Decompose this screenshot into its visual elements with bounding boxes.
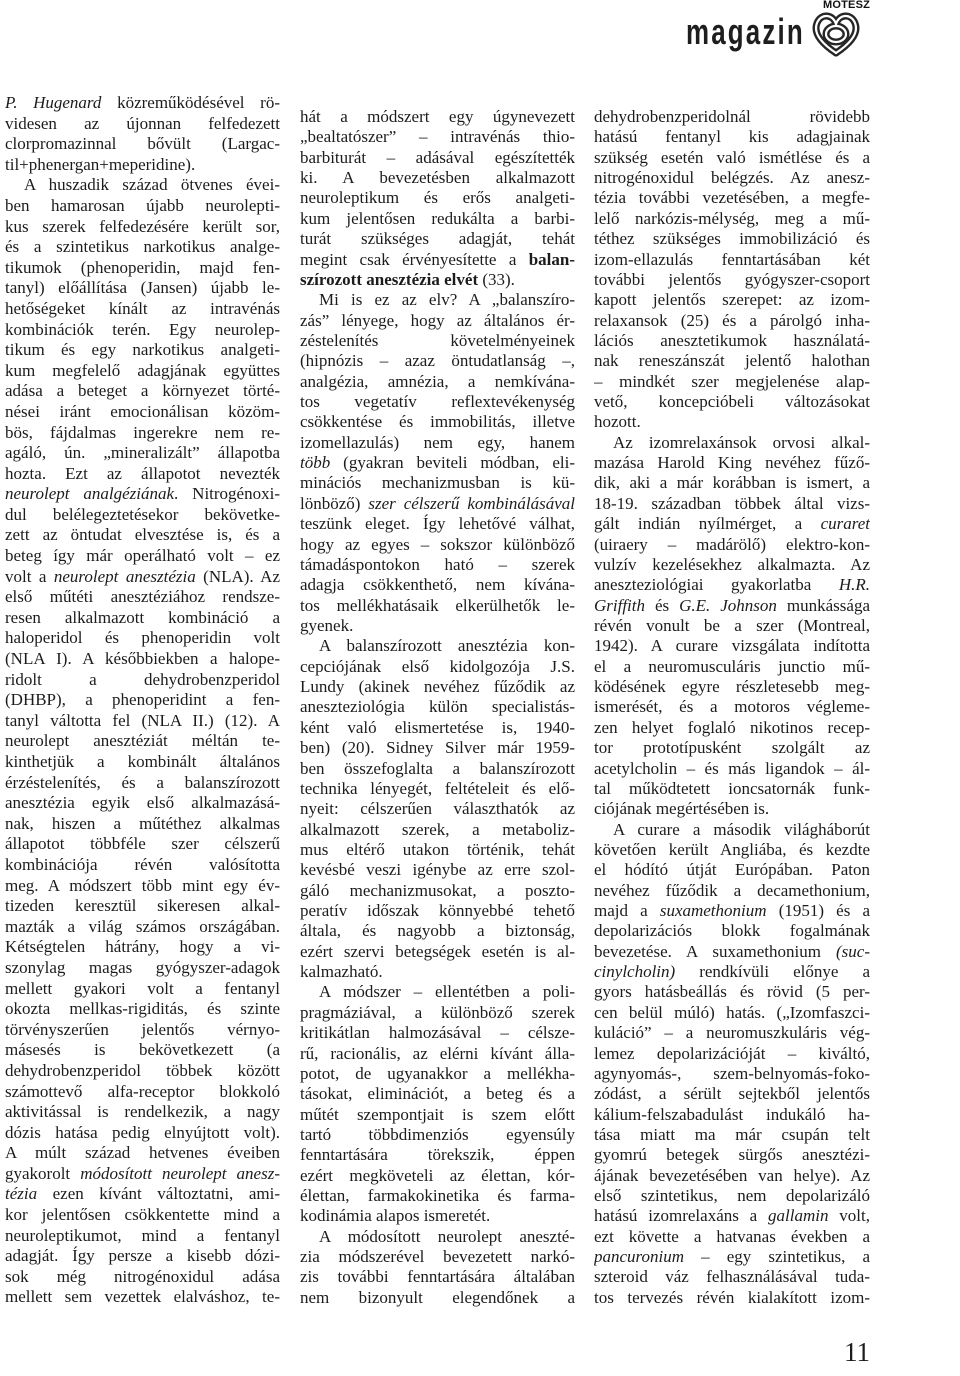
text-line	[300, 250, 575, 270]
text-line: ben összefoglalta a balanszírozott	[300, 758, 575, 778]
text-run: gyakorolt	[5, 1163, 81, 1183]
text-line: lemez depolarizációját – kiváltó,	[594, 1043, 870, 1063]
italic-text-run: szer célszerű kombinálásával	[368, 493, 575, 513]
text-run: bevezetése. A suxamethonium	[594, 941, 837, 961]
text-run: ezen kívánt változtatni, ami-	[37, 1184, 280, 1204]
text-line: adagja csökkenthető, nem kívána-	[300, 575, 575, 595]
text-line: első szintetikus, nem depolarizáló	[594, 1186, 870, 1206]
text-run: és	[645, 595, 680, 615]
italic-text-run: neurolept analgéziának	[5, 484, 175, 504]
knot-inner-strokes	[816, 16, 856, 53]
text-line: bös, fájdalmas ingerekre nem re-	[5, 422, 280, 442]
text-line: vulzív kezelésekhez alkalmazta. Az	[594, 554, 870, 574]
text-line: mellett sem vezettek elalváshoz, te-	[5, 1287, 280, 1307]
text-run: – egy szintetikus, a	[684, 1247, 870, 1267]
text-line: kalmazható.	[300, 962, 383, 982]
text-line: tor prototípusként szolgált az	[594, 738, 870, 758]
text-line: hetőségeket kínált az intravénás	[5, 298, 280, 318]
text-line: tanyl) előállítása (Jansen) újabb le-	[5, 278, 280, 298]
text-run: majd a	[594, 901, 660, 921]
text-line: hatású fentanyl kis adagjainak	[594, 127, 870, 147]
text-line: általa, és nagyobb a biztonság,	[300, 921, 575, 941]
paragraph	[300, 982, 575, 1226]
text-line	[594, 596, 870, 616]
magazine-title: magazin	[686, 11, 805, 52]
text-line: törvényszerűen jelentős vérnyo-	[5, 1019, 280, 1039]
text-line: A curare a második világháborút	[613, 819, 870, 839]
text-line: okozta mellkas-rigiditás, és szinte	[5, 999, 280, 1019]
text-line: ki. A bevezetésben alkalmazott	[300, 168, 575, 188]
text-line: hogy az egyes – sokszor különböző	[300, 534, 575, 554]
text-line: sok még nitrogénoxidul adása	[5, 1266, 280, 1286]
text-line: téthez szükséges immobilizáció és	[594, 229, 870, 249]
text-line: mazták a világ számos országában.	[5, 916, 280, 936]
text-line: gyors hatásbeállás és rövid (5 per-	[594, 982, 870, 1002]
text-line	[5, 1184, 280, 1205]
bold-text-run: szírozott anesztézia elvét	[300, 269, 479, 289]
text-line: zéstelenítés követelményeinek	[300, 330, 575, 350]
paragraph	[594, 107, 870, 433]
text-line: adagját. Így persze a kisebb dózi-	[5, 1246, 280, 1266]
text-line: el hódító útját Európában. Paton	[594, 860, 870, 880]
text-line: kinthetjük a kombinált általános	[5, 752, 280, 771]
text-line: nak reneszánszát jelentő halothan	[594, 351, 870, 371]
italic-text-run: neurolept anesztézia	[53, 566, 196, 586]
text-run: (NLA). Az	[195, 566, 280, 586]
text-line: aneszteziológia külön specialistás-	[300, 697, 575, 717]
bold-text-run: balan-	[528, 249, 575, 269]
text-line: gyenek.	[300, 615, 354, 635]
text-line	[300, 270, 575, 290]
text-line: teszünk eleget. Így lehetővé válhat,	[300, 514, 575, 534]
text-line: támadáspontokon ható – szerek	[300, 554, 575, 574]
text-line	[594, 514, 870, 534]
text-line: tikum és egy narkotikus analgeti-	[5, 340, 280, 360]
text-line: zás” lényege, hogy az általános ér-	[300, 310, 575, 330]
text-line: kuláció” – a neuromuszkuláris vég-	[594, 1023, 870, 1043]
text-line: fenntartására törekszik, éppen	[300, 1145, 575, 1165]
text-line: dehydrobenzperidolnál rövidebb	[594, 107, 870, 126]
text-line: neurolept anesztéziát méltán te-	[5, 731, 280, 751]
text-line: tos mellékhatásaik elkerülhetők le-	[300, 595, 575, 615]
text-line: videsen az újonnan felfedezett	[5, 113, 280, 133]
text-line: peratív időszak könnyebbé tehető	[300, 901, 575, 921]
text-line: további jelentős gyógyszer-csoport	[594, 269, 870, 289]
text-line: nevéhez fűződik a decamethonium,	[594, 880, 870, 900]
text-line: kum jelentősen redukálta a barbi-	[300, 208, 575, 228]
text-line: szteroid váz felhasználásával tuda-	[594, 1267, 870, 1287]
org-label: MOTESZ	[823, 0, 871, 11]
italic-text-run: suxamethonium	[659, 901, 767, 921]
text-line: tos tervezés révén kialakított izom-	[594, 1287, 870, 1307]
text-line: haloperidol és phenoperidin volt	[5, 628, 280, 648]
text-line: ként való elismertetése is, 1940-	[300, 717, 575, 737]
italic-text-run: G.E. Johnson	[679, 595, 777, 615]
text-line: A huszadik század ötvenes évei-	[24, 175, 280, 195]
text-line: A módszer – ellentétben a poli-	[319, 982, 575, 1002]
text-line: dul belélegeztetésekor bekövetke-	[5, 504, 280, 524]
text-line: műtét szempontjait is szem előtt	[300, 1104, 575, 1124]
text-column-right	[594, 107, 870, 1308]
text-line: cepciójának első kidolgozója J.S.	[300, 656, 575, 676]
text-line: zett az öntudat elvesztése is, és a	[5, 525, 280, 545]
italic-text-run: pancuronium	[594, 1247, 685, 1267]
text-line	[5, 567, 280, 588]
text-run: lönböző)	[300, 493, 369, 513]
text-line: neuroleptikum és erős analgeti-	[300, 188, 575, 208]
knot-logo-icon	[811, 11, 861, 57]
text-line: 1942). A curare vizsgálata indította	[594, 636, 870, 656]
text-line: vető, koncepcióbeli változásokat	[594, 392, 870, 412]
italic-text-run: több	[300, 453, 331, 473]
text-line: beteg így már operálható volt – ez	[5, 546, 280, 566]
text-line: neuroleptikumot, mind a fentanyl	[5, 1225, 280, 1245]
text-line: rű, racionális, az elérni kívánt álla-	[300, 1043, 575, 1063]
text-line: szonylag magas gyógyszer-adagok	[5, 957, 280, 977]
text-line	[594, 1206, 870, 1226]
text-line: meg. A módszert több mint egy év-	[5, 875, 280, 895]
text-line: agynyomás-, szem-belnyomás-foko-	[594, 1063, 870, 1083]
text-line: ciójának megértésében is.	[594, 799, 770, 819]
text-line	[594, 942, 870, 962]
paragraph	[594, 433, 870, 820]
text-line: (NLA I). A későbbiekben a halope-	[5, 649, 280, 669]
text-line: számottevő alfa-receptor blokkoló	[5, 1081, 280, 1101]
text-line: kombinációja révén valósította	[5, 854, 280, 874]
text-line	[594, 575, 870, 595]
text-run: volt a	[5, 566, 54, 586]
text-run: munkássága	[776, 595, 870, 615]
text-line: tanyl váltotta fel (NLA II.) (12). A	[5, 710, 280, 730]
text-line: ben hamarosan újabb neurolepti-	[5, 195, 280, 215]
text-line: mellett gyakori volt a fentanyl	[5, 978, 280, 998]
text-line: tása miatt ma már csupán telt	[594, 1124, 870, 1144]
text-run: aneszteziológiai gyakorlatba	[594, 575, 839, 595]
text-run: (33).	[478, 269, 515, 289]
text-line: tartó többdimenziós egyensúly	[300, 1124, 575, 1144]
text-line: Kétségtelen hátrány, hogy a vi-	[5, 937, 280, 957]
text-line: Az izomrelaxánsok orvosi alkal-	[613, 432, 870, 452]
text-line: tézia további vezetésében, a megfe-	[594, 188, 870, 208]
italic-text-run: tézia	[5, 1184, 38, 1204]
text-line: el a neuromusculáris junctio mű-	[594, 656, 870, 676]
text-line: A múlt század hetvenes éveiben	[5, 1143, 280, 1163]
text-line: kum megfelelő adagjának együttes	[5, 360, 280, 380]
text-line: tásokat, eliminációt, a beteg és a	[300, 1084, 575, 1104]
text-line: érzéstelenítés, és a balanszírozott	[5, 772, 280, 792]
text-line: turát szükséges adagját, tehát	[300, 229, 575, 249]
text-line: resen alkalmazott kombináció a	[5, 607, 280, 627]
text-line: tikumok (phenoperidin, majd fen-	[5, 257, 280, 277]
text-line: acetylcholin – és más ligandok – ál-	[594, 758, 870, 778]
text-line: izomellazulás) nem egy, hanem	[300, 432, 575, 452]
text-line	[594, 962, 870, 982]
text-line: agáló, ún. „mineralizált” állapotba	[5, 443, 280, 463]
text-line: tizeden keresztül sikeresen alkal-	[5, 896, 280, 916]
page-number: 11	[844, 1337, 870, 1367]
italic-text-run: curaret	[820, 514, 870, 534]
text-line	[300, 453, 575, 473]
text-line: kodinámia alapos ismeretét.	[300, 1206, 491, 1226]
text-line: zia módszerével bevezetett narkó-	[300, 1247, 575, 1267]
text-line: gáló mechanizmusokat, a poszto-	[300, 880, 575, 900]
text-line: révén vonult be a szer (Montreal,	[594, 615, 870, 635]
text-line: ezért megköveteli az élettan, kór-	[300, 1165, 575, 1185]
text-line	[5, 484, 280, 505]
text-run: volt,	[828, 1206, 870, 1226]
text-line	[5, 93, 280, 114]
text-line: követően került Angliába, és kezdte	[594, 839, 870, 859]
text-line: első műtéti anesztéziához rendsze-	[5, 587, 280, 607]
text-line: állapotot többféle szer célszerű	[5, 834, 280, 854]
text-run: (gyakran beviteli módban, eli-	[330, 453, 575, 473]
text-line: dehydrobenzperidol többek között	[5, 1060, 280, 1080]
italic-text-run: H.R.	[838, 575, 870, 595]
text-line: kus szerek felfedezésére került sor,	[5, 216, 280, 236]
text-line: barbiturát – adásával egészítették	[300, 147, 575, 167]
text-line: til+phenergan+meperidine).	[5, 154, 196, 174]
text-run: megint csak érvényesítette a	[300, 249, 529, 269]
text-line: cen belül múló) hatás. („Izomfaszci-	[594, 1002, 870, 1022]
text-line: 18-19. században többek által vizs-	[594, 493, 870, 513]
text-line: (uiraery – madárölő) elektro-kon-	[594, 534, 870, 554]
text-line: technika lényegét, feltételeit és elő-	[300, 778, 575, 798]
text-line: (hipnózis – azaz öntudatlanság –,	[300, 351, 575, 371]
text-line: A balanszírozott anesztézia kon-	[319, 636, 575, 656]
text-line: lelő narkózis-mélység, meg a mű-	[594, 208, 870, 228]
text-line: tos vegetatív reflextevékenység	[300, 392, 575, 412]
text-line: aktivitással is rendelkezik, a nagy	[5, 1102, 280, 1122]
text-line: „bealtatószer” – intravénás thio-	[300, 127, 575, 147]
text-line: relaxansok (25) és a párolgó inha-	[594, 310, 870, 330]
text-line: zen helyet foglaló nikotinos recep-	[594, 717, 870, 737]
text-line: depolarizációs blokk fogalmának	[594, 921, 870, 941]
paragraph	[594, 820, 870, 1309]
text-line: nitrogénoxidul belégzés. Az anesz-	[594, 168, 870, 188]
text-line: nak, hiszen a műtéthez alkalmas	[5, 813, 280, 833]
text-line: tal működtetett ioncsatornák funk-	[594, 778, 870, 798]
text-line: anesztézia egyik első alkalmazásá-	[5, 793, 280, 813]
paragraph	[300, 636, 575, 982]
text-line: zódást, a sérült sejtekből jelentős	[594, 1084, 870, 1104]
text-line: mus eltérő utakon történik, tehát	[300, 839, 575, 859]
italic-text-run: P. Hugenard	[5, 93, 102, 112]
italic-text-run: (suc-	[836, 941, 870, 961]
text-line	[594, 1247, 870, 1267]
text-line: ködésének egyre részletesebb meg-	[594, 677, 870, 697]
text-line	[594, 901, 870, 921]
text-line: adása a beteget a környezet törté-	[5, 381, 280, 401]
text-line: ismerését, és a motoros végleme-	[594, 697, 870, 717]
text-line: ben) (20). Sidney Silver már 1959-	[300, 738, 575, 758]
text-column-middle	[300, 107, 575, 1308]
text-line	[5, 1164, 280, 1185]
italic-text-run: módosított neurolept anesz-	[80, 1163, 280, 1183]
text-line: lációs anesztetikumok használatá-	[594, 330, 870, 350]
text-line: és a szintetikus narkotikus analge-	[5, 237, 280, 257]
text-line: pragmáziával, a különböző szerek	[300, 1002, 575, 1022]
text-line: A módosított neurolept aneszté-	[319, 1226, 575, 1246]
paragraph	[5, 175, 280, 1308]
text-run: (1951) és a	[766, 901, 870, 921]
text-line: kombinációk terén. Egy neurolep-	[5, 319, 280, 339]
text-line: – mindkét szer megjelenése alap-	[594, 371, 870, 391]
text-line: minációs mechanizmusban is kü-	[300, 473, 575, 493]
text-column-left	[5, 93, 280, 1308]
text-run: közreműködésével rö-	[101, 93, 280, 112]
text-line: hát a módszert egy úgynevezett	[300, 107, 575, 126]
italic-text-run: Griffith	[594, 595, 646, 615]
text-line: alkalmazott szerek, a metaboliz-	[300, 819, 575, 839]
text-line: ájának bevezetésében van helye). Az	[594, 1165, 870, 1185]
text-line: analgézia, amnézia, a nemkívána-	[300, 371, 575, 391]
italic-text-run: cinylcholin)	[594, 962, 676, 982]
text-line: hozta. Ezt az állapotot nevezték	[5, 463, 280, 483]
text-line: nései iránt emocionálisan közöm-	[5, 401, 280, 421]
italic-text-run: gallamin	[768, 1206, 829, 1226]
text-line: nyeit: célszerűen választhatók az	[300, 799, 575, 819]
text-line: szükség esetén való ismétlése és a	[594, 147, 870, 167]
text-line: (DHBP), a phenoperidint a fen-	[5, 690, 280, 710]
text-line: csökkentése és immobilitás, illetve	[300, 412, 575, 432]
text-line: kritikátlan halmozásával – célsze-	[300, 1023, 575, 1043]
text-line: mazása Harold King nevéhez fűző-	[594, 453, 870, 473]
text-line: másesés is bekövetkezett (a	[5, 1040, 280, 1060]
text-line: nem bizonyult elegendőnek a	[300, 1287, 575, 1307]
text-line: ezt követte a hatvanas években a	[594, 1226, 870, 1246]
text-line: gyomrú betegek sürgős anesztézi-	[594, 1145, 870, 1165]
paragraph	[300, 1227, 575, 1308]
paragraph	[300, 107, 575, 290]
text-run: gált indián nyílmérget, a	[594, 514, 821, 534]
text-line: kapott jelentős szerepet: az izom-	[594, 290, 870, 310]
text-run: rendkívüli előnye a	[675, 962, 870, 982]
text-line	[300, 494, 575, 514]
text-run: . Nitrogénoxi-	[174, 484, 280, 504]
text-line: ridolt a dehydrobenzperidol	[5, 669, 280, 689]
text-run: hatású izomrelaxáns a	[594, 1206, 769, 1226]
text-line: Mi is ez az elv? A „balanszíro-	[319, 290, 575, 310]
text-line: ezért szervi betegségek esetén is al-	[300, 941, 575, 961]
text-line: Lundy (akinek nevéhez fűződik az	[300, 677, 575, 697]
text-line: kevésbé veszi igénybe az erre szol-	[300, 860, 575, 880]
text-line: dózis hatása pedig elnyújtott volt).	[5, 1122, 280, 1142]
text-line: zis további fenntartására általában	[300, 1267, 575, 1287]
text-line: kor jelentősen csökkentette mind a	[5, 1205, 280, 1225]
text-line: clorpromazinnal bővült (Largac-	[5, 134, 280, 154]
text-line: izom-ellazulás fenntartásában két	[594, 249, 870, 269]
paragraph	[5, 93, 280, 175]
text-line: élettan, farmakokinetika és farma-	[300, 1186, 575, 1206]
text-line: dik, aki a már korábban is ismert, a	[594, 473, 870, 493]
paragraph	[300, 290, 575, 636]
text-line: potot, de ugyanakkor a mellékha-	[300, 1063, 575, 1083]
text-line: hozott.	[594, 412, 641, 432]
text-line: kálium-felszabadulást indukáló ha-	[594, 1104, 870, 1124]
